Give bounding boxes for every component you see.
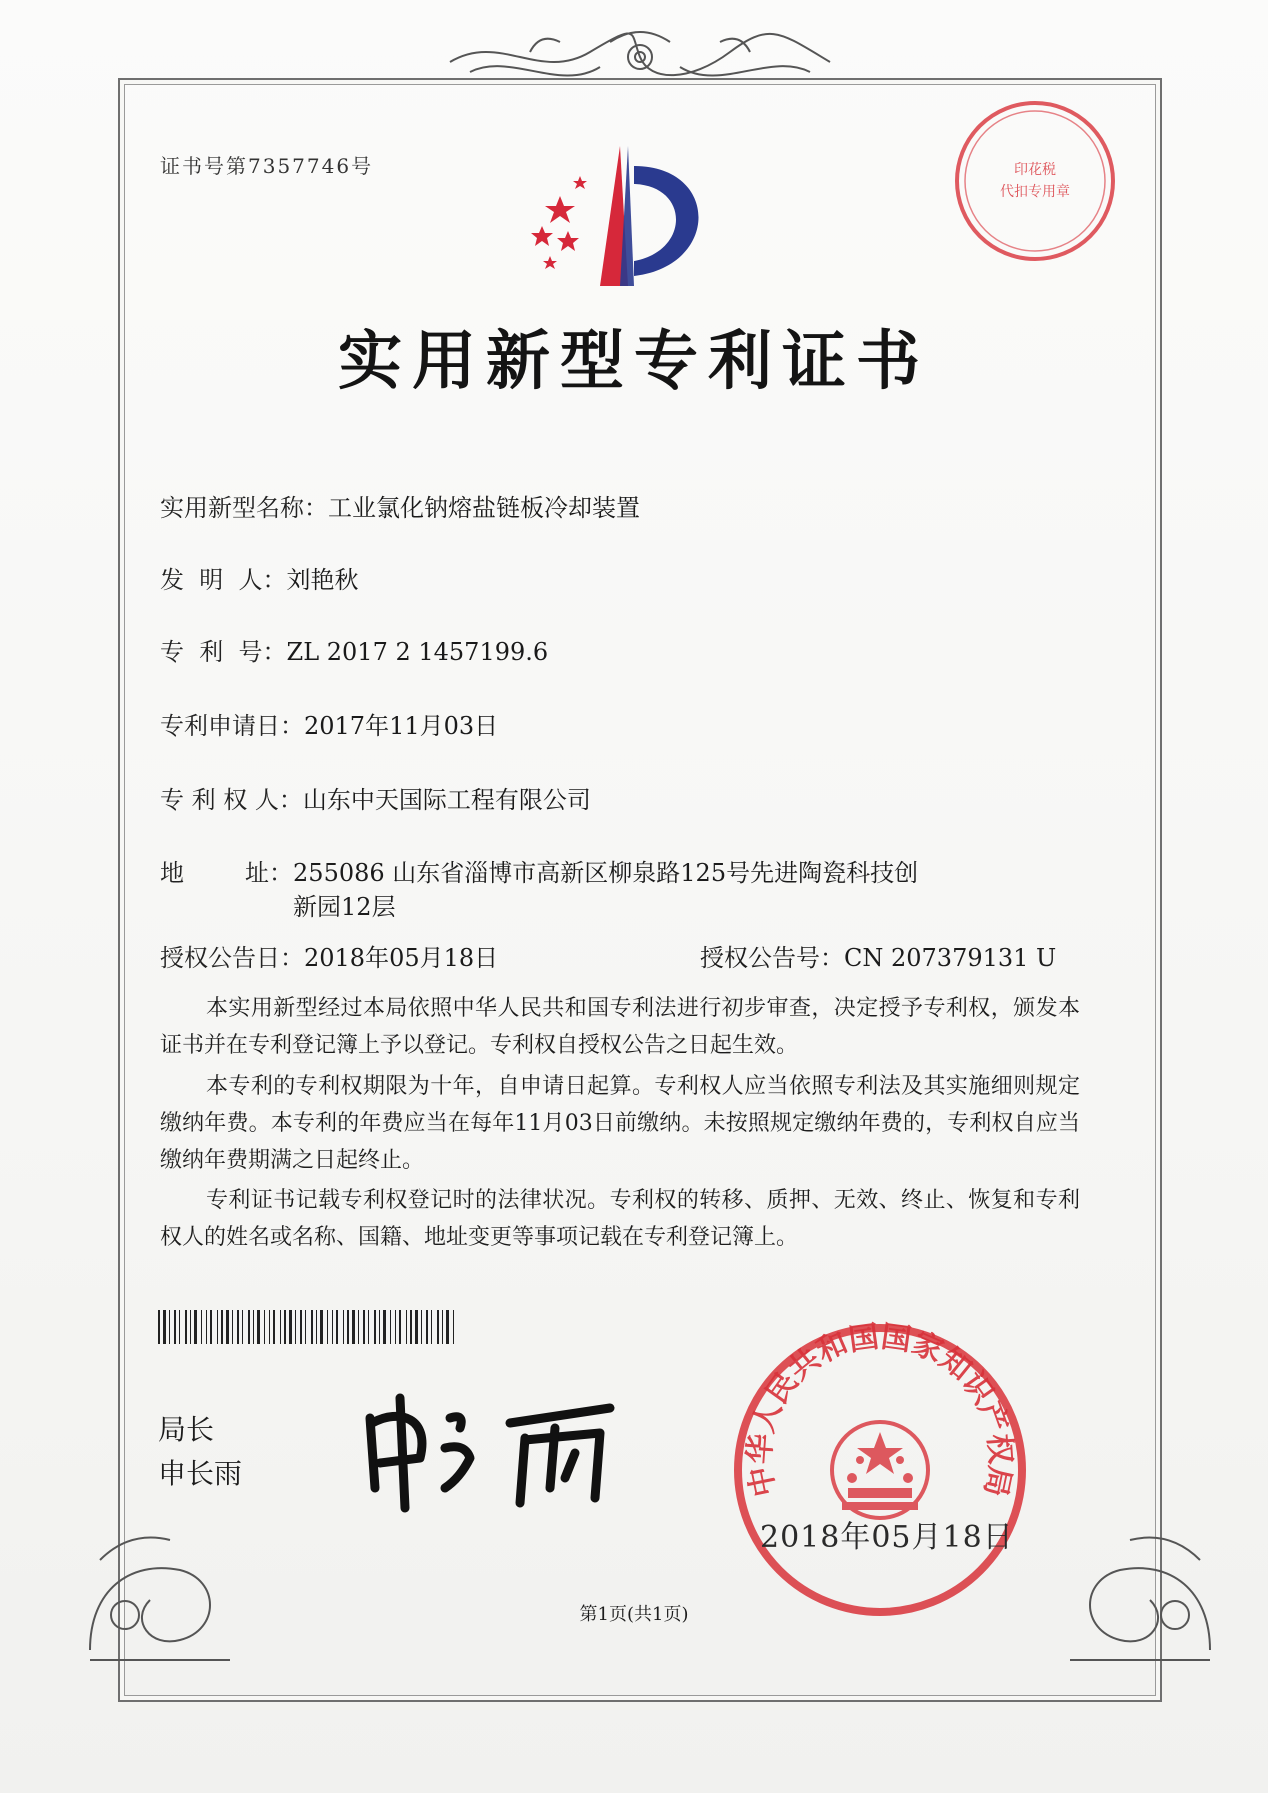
address-value <box>293 856 918 924</box>
address-label: 地 址： <box>160 859 294 887</box>
grant-publication-number-value: CN 207379131 U <box>844 944 1057 972</box>
utility-model-name-label: 实用新型名称： <box>160 494 328 522</box>
seal-text: 中华人民共和国国家知识产权局 <box>742 1320 1018 1500</box>
inventor-value: 刘艳秋 <box>286 566 359 594</box>
patentee-value: 山东中天国际工程有限公司 <box>302 786 591 814</box>
top-ornament-icon <box>440 22 840 92</box>
corner-ornament-icon <box>70 1500 240 1670</box>
inventor-label: 发 明 人： <box>160 566 287 594</box>
grant-publication-number-label: 授权公告号： <box>700 944 844 972</box>
page-number: 第1页(共1页) <box>579 1604 689 1625</box>
paragraph-grant: 本实用新型经过本局依照中华人民共和国专利法进行初步审查，决定授予专利权，颁发本证书并在专利登记簿上予以登记。专利权自授权公告之日起生效。 <box>160 996 1080 1058</box>
filing-date-row <box>160 706 498 741</box>
utility-model-name-value: 工业氯化钠熔盐链板冷却装置 <box>328 494 640 522</box>
director-name: 申长雨 <box>158 1457 243 1490</box>
svg-text:中华人民共和国国家知识产权局 <box>742 1320 1017 1500</box>
corner-ornament-icon <box>1060 1500 1230 1670</box>
svg-text:印花税: 印花税 <box>1014 162 1056 178</box>
patent-number-label: 专 利 号： <box>160 638 287 666</box>
address-row <box>160 856 918 924</box>
paragraph-term: 本专利的专利权期限为十年，自申请日起算。专利权人应当依照专利法及其实施细则规定缴纳年费。本专利的年费应当在每年11月03日前缴纳。未按照规定缴纳年费的，专利权自应当缴纳年费期满之日起终止。 <box>160 1074 1080 1173</box>
inventor-row <box>160 560 359 595</box>
grant-date-label: 授权公告日： <box>160 944 304 972</box>
seal-date: 2018年05月18日 <box>760 1520 1014 1555</box>
address-line-2: 新园12层 <box>293 893 396 921</box>
grant-date-row <box>160 938 498 973</box>
certificate-number: 证书号第7357746号 <box>160 154 374 178</box>
barcode-icon <box>158 1310 464 1344</box>
paragraph-legal-status: 专利证书记载专利权登记时的法律状况。专利权的转移、质押、无效、终止、恢复和专利权人的姓名或名称、国籍、地址变更等事项记载在专利登记簿上。 <box>160 1188 1080 1250</box>
director-block <box>158 1408 242 1496</box>
director-title: 局长 <box>158 1413 215 1446</box>
grant-date-value: 2018年05月18日 <box>304 944 499 972</box>
filing-date-label: 专利申请日： <box>160 712 304 740</box>
filing-date-value: 2017年11月03日 <box>304 712 499 740</box>
grant-publication-number-row <box>700 938 1056 973</box>
svg-text:代扣专用章: 代扣专用章 <box>1000 184 1070 200</box>
patent-number-value: ZL 2017 2 1457199.6 <box>286 638 549 666</box>
certificate-title: 实用新型专利证书 <box>338 324 930 399</box>
official-seal <box>730 1320 1030 1620</box>
patentee-label: 专 利 权 人： <box>160 786 303 814</box>
address-line-1: 255086 山东省淄博市高新区柳泉路125号先进陶瓷科技创 <box>293 859 919 887</box>
patent-number-row <box>160 632 548 667</box>
tax-stamp-seal <box>950 96 1120 266</box>
cnipa-logo-icon <box>520 146 720 296</box>
utility-model-name-row <box>160 488 640 523</box>
patentee-row <box>160 780 591 815</box>
handwritten-signature <box>350 1378 630 1518</box>
